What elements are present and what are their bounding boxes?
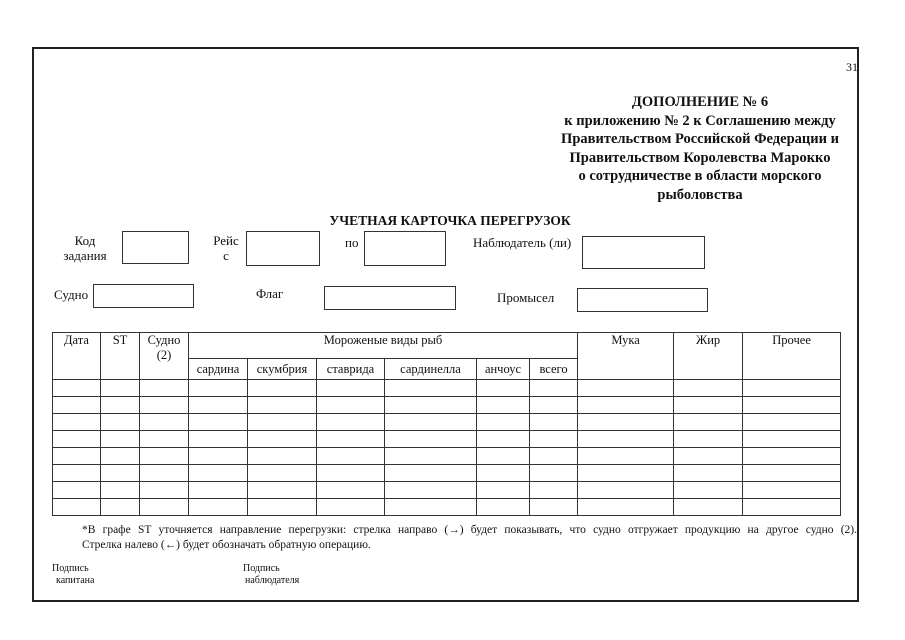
table-cell[interactable] bbox=[248, 465, 317, 482]
table-cell[interactable] bbox=[385, 380, 477, 397]
table-cell[interactable] bbox=[674, 482, 743, 499]
trip-label bbox=[208, 233, 244, 263]
table-cell[interactable] bbox=[101, 482, 140, 499]
table-cell[interactable] bbox=[53, 431, 101, 448]
table-cell[interactable] bbox=[743, 448, 841, 465]
table-cell[interactable] bbox=[53, 499, 101, 516]
fishery-field[interactable] bbox=[577, 288, 708, 312]
footnote-word: что bbox=[569, 524, 586, 536]
task-code-label-line1: Код bbox=[74, 233, 96, 248]
col-other: Прочее bbox=[743, 333, 841, 380]
table-cell[interactable] bbox=[317, 414, 385, 431]
fishery-label: Промысел bbox=[497, 290, 555, 305]
table-row bbox=[53, 431, 841, 448]
table-cell[interactable] bbox=[674, 414, 743, 431]
table-cell[interactable] bbox=[140, 397, 189, 414]
document-heading bbox=[520, 93, 880, 204]
trip-label-line1: Рейс bbox=[213, 233, 239, 248]
col-horse-mackerel: ставрида bbox=[317, 359, 385, 380]
table-cell[interactable] bbox=[578, 448, 674, 465]
table-cell[interactable] bbox=[743, 414, 841, 431]
col-total: всего bbox=[530, 359, 578, 380]
trip-to-label: по bbox=[345, 235, 359, 250]
table-row bbox=[53, 414, 841, 431]
table-cell[interactable] bbox=[674, 448, 743, 465]
observer-label: Наблюдатель (ли) bbox=[473, 235, 572, 250]
table-cell[interactable] bbox=[248, 431, 317, 448]
table-cell[interactable] bbox=[317, 431, 385, 448]
observer-signature-line2: наблюдателя bbox=[245, 575, 300, 586]
footnote-word: стрелка bbox=[353, 524, 391, 536]
table-cell[interactable] bbox=[530, 414, 578, 431]
table-row bbox=[53, 482, 841, 499]
observer-signature-line1: Подпись bbox=[243, 563, 280, 574]
table-cell[interactable] bbox=[477, 499, 530, 516]
table-cell[interactable] bbox=[477, 414, 530, 431]
table-cell[interactable] bbox=[578, 482, 674, 499]
col-st: ST bbox=[101, 333, 140, 380]
col-frozen-fish: Мороженые виды рыб bbox=[189, 333, 578, 359]
table-cell[interactable] bbox=[101, 448, 140, 465]
footnote-word: направление bbox=[219, 524, 282, 536]
table-cell[interactable] bbox=[248, 380, 317, 397]
table-cell[interactable] bbox=[477, 482, 530, 499]
table-cell[interactable] bbox=[578, 397, 674, 414]
table-cell[interactable] bbox=[248, 397, 317, 414]
table-cell[interactable] bbox=[385, 499, 477, 516]
vessel-field[interactable] bbox=[93, 284, 194, 308]
table-cell[interactable] bbox=[530, 499, 578, 516]
footnote-line2: Стрелка налево (←) будет обозначать обратную операцию. bbox=[82, 539, 371, 551]
card-title: УЧЕТНАЯ КАРТОЧКА ПЕРЕГРУЗОК bbox=[329, 213, 571, 228]
footnote-word: на bbox=[747, 524, 759, 536]
table-cell[interactable] bbox=[189, 397, 248, 414]
table-cell[interactable] bbox=[189, 465, 248, 482]
heading-line: о сотрудничестве в области морского bbox=[578, 168, 822, 184]
footnote-word: будет bbox=[470, 524, 498, 536]
footnote-word: отгружает bbox=[628, 524, 678, 536]
table-cell[interactable] bbox=[530, 431, 578, 448]
table-row bbox=[53, 465, 841, 482]
captain-signature-line1: Подпись bbox=[52, 563, 89, 574]
table-cell[interactable] bbox=[743, 465, 841, 482]
footnote-word: *В bbox=[82, 524, 96, 536]
table-cell[interactable] bbox=[743, 499, 841, 516]
captain-signature bbox=[52, 563, 94, 587]
table-cell[interactable] bbox=[140, 380, 189, 397]
table-row bbox=[53, 448, 841, 465]
table-cell[interactable] bbox=[248, 499, 317, 516]
footnote-word: ST bbox=[137, 524, 152, 536]
col-date: Дата bbox=[53, 333, 101, 380]
col-sardinella: сардинелла bbox=[385, 359, 477, 380]
table-cell[interactable] bbox=[477, 397, 530, 414]
footnote-word: показывать, bbox=[504, 524, 563, 536]
table-cell[interactable] bbox=[189, 482, 248, 499]
table-body bbox=[53, 380, 841, 516]
table-cell[interactable] bbox=[674, 380, 743, 397]
table-cell[interactable] bbox=[189, 431, 248, 448]
table-cell[interactable] bbox=[674, 499, 743, 516]
table-cell[interactable] bbox=[674, 465, 743, 482]
table-cell[interactable] bbox=[101, 414, 140, 431]
table-cell[interactable] bbox=[140, 448, 189, 465]
table-cell[interactable] bbox=[477, 380, 530, 397]
flag-label: Флаг bbox=[256, 286, 284, 301]
table-cell[interactable] bbox=[140, 414, 189, 431]
table-cell[interactable] bbox=[674, 397, 743, 414]
table-cell[interactable] bbox=[385, 431, 477, 448]
table-cell[interactable] bbox=[101, 431, 140, 448]
footnote-word: направо bbox=[397, 524, 438, 536]
trip-to-field[interactable] bbox=[364, 231, 446, 266]
table-cell[interactable] bbox=[317, 482, 385, 499]
footnote-word: судно bbox=[593, 524, 621, 536]
table-cell[interactable] bbox=[743, 397, 841, 414]
table-cell[interactable] bbox=[248, 482, 317, 499]
col-flour: Мука bbox=[578, 333, 674, 380]
flag-field[interactable] bbox=[324, 286, 456, 310]
table-cell[interactable] bbox=[53, 482, 101, 499]
col-vessel bbox=[140, 333, 189, 380]
col-anchovy: анчоус bbox=[477, 359, 530, 380]
col-sardine: сардина bbox=[189, 359, 248, 380]
table-cell[interactable] bbox=[189, 380, 248, 397]
table-cell[interactable] bbox=[101, 499, 140, 516]
footnote-word: продукцию bbox=[684, 524, 741, 536]
table-cell[interactable] bbox=[530, 465, 578, 482]
table-cell[interactable] bbox=[674, 431, 743, 448]
table-cell[interactable] bbox=[53, 380, 101, 397]
table-cell[interactable] bbox=[578, 431, 674, 448]
task-code-label bbox=[60, 233, 110, 263]
page-number: 31 bbox=[846, 60, 858, 74]
col-vessel-line2: (2) bbox=[156, 348, 172, 362]
table-cell[interactable] bbox=[578, 465, 674, 482]
table-cell[interactable] bbox=[530, 397, 578, 414]
table-cell[interactable] bbox=[530, 482, 578, 499]
table-cell[interactable] bbox=[317, 397, 385, 414]
table-cell[interactable] bbox=[477, 448, 530, 465]
heading-line: рыболовства bbox=[657, 186, 743, 203]
footnote-word: (→) bbox=[444, 524, 464, 536]
table-cell[interactable] bbox=[743, 431, 841, 448]
table-cell[interactable] bbox=[530, 448, 578, 465]
footnote bbox=[82, 523, 857, 553]
table-cell[interactable] bbox=[530, 380, 578, 397]
footnote-line1 bbox=[82, 523, 857, 538]
table-cell[interactable] bbox=[140, 499, 189, 516]
table-row bbox=[53, 380, 841, 397]
table-cell[interactable] bbox=[385, 448, 477, 465]
footnote-word: перегрузки: bbox=[288, 524, 347, 536]
trip-from-field[interactable] bbox=[246, 231, 320, 266]
trip-label-line2: с bbox=[223, 248, 229, 263]
table-cell[interactable] bbox=[140, 482, 189, 499]
table-cell[interactable] bbox=[101, 465, 140, 482]
observer-field[interactable] bbox=[582, 236, 705, 269]
footnote-word: уточняется bbox=[158, 524, 213, 536]
table-cell[interactable] bbox=[317, 499, 385, 516]
task-code-label-line2: задания bbox=[63, 248, 107, 263]
table-cell[interactable] bbox=[248, 448, 317, 465]
table-cell[interactable] bbox=[189, 414, 248, 431]
transshipment-table bbox=[52, 332, 841, 516]
table-row bbox=[53, 499, 841, 516]
captain-signature-line2: капитана bbox=[56, 575, 95, 586]
table-cell[interactable] bbox=[743, 380, 841, 397]
table-cell[interactable] bbox=[385, 482, 477, 499]
table-cell[interactable] bbox=[101, 380, 140, 397]
heading-line: Правительством Королевства Марокко bbox=[569, 149, 831, 166]
col-fat: Жир bbox=[674, 333, 743, 380]
table-cell[interactable] bbox=[248, 414, 317, 431]
table-cell[interactable] bbox=[477, 431, 530, 448]
task-code-field[interactable] bbox=[122, 231, 189, 264]
heading-title: ДОПОЛНЕНИЕ № 6 bbox=[631, 94, 769, 110]
footnote-word: графе bbox=[102, 524, 131, 536]
heading-line: к приложению № 2 к Соглашению между bbox=[564, 112, 836, 129]
table-cell[interactable] bbox=[317, 380, 385, 397]
col-vessel-line1: Судно bbox=[147, 333, 181, 347]
table-cell[interactable] bbox=[317, 465, 385, 482]
table-cell[interactable] bbox=[743, 482, 841, 499]
table-cell[interactable] bbox=[101, 397, 140, 414]
table-cell[interactable] bbox=[578, 414, 674, 431]
table-cell[interactable] bbox=[53, 448, 101, 465]
table-cell[interactable] bbox=[477, 465, 530, 482]
table-cell[interactable] bbox=[578, 380, 674, 397]
table-cell[interactable] bbox=[385, 465, 477, 482]
table-cell[interactable] bbox=[317, 448, 385, 465]
footnote-word: судно bbox=[805, 524, 834, 536]
table-cell[interactable] bbox=[53, 414, 101, 431]
table-cell[interactable] bbox=[385, 397, 477, 414]
table-cell[interactable] bbox=[53, 397, 101, 414]
table-cell[interactable] bbox=[140, 431, 189, 448]
footnote-word: (2). bbox=[840, 524, 857, 536]
table-cell[interactable] bbox=[578, 499, 674, 516]
table-cell[interactable] bbox=[140, 465, 189, 482]
table-cell[interactable] bbox=[189, 499, 248, 516]
heading-line: Правительством Российской Федерации и bbox=[561, 131, 839, 147]
table-cell[interactable] bbox=[385, 414, 477, 431]
vessel-label: Судно bbox=[54, 287, 89, 302]
observer-signature bbox=[243, 563, 299, 587]
table-cell[interactable] bbox=[189, 448, 248, 465]
footnote-word: другое bbox=[765, 524, 799, 536]
table-cell[interactable] bbox=[53, 465, 101, 482]
table-row bbox=[53, 397, 841, 414]
col-mackerel: скумбрия bbox=[248, 359, 317, 380]
